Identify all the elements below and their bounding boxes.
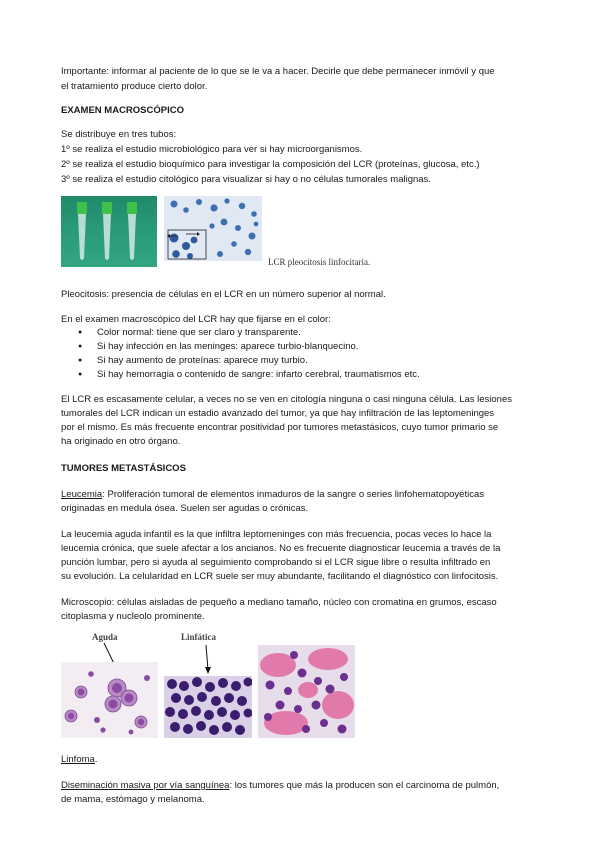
tube-1: 1º se realiza el estudio microbiológico para ver si hay microorganismos.: [61, 144, 363, 155]
heading-tumores-metastasicos: TUMORES METASTÁSICOS: [61, 463, 186, 474]
linfoma-line: [61, 752, 541, 767]
lcr-para-line: tumorales del LCR indican un estadio avanzado del tumor, ya que hay infiltración de las leptomeninges: [61, 408, 495, 419]
aguda-para-line: La leucemia aguda infantil es la que infiltra leptomeninges con más frecuencia, pocas veces lo hace la: [61, 529, 492, 540]
intro-line-1: Importante: informar al paciente de lo que se le va a hacer. Decirle que debe permanecer inmóvil y que: [61, 66, 495, 77]
label-aguda: Aguda: [92, 632, 118, 642]
aguda-para-line: punción lumbar, pero si ayuda al seguimiento comprobando si el LCR sigue libre o resulta infiltrado en: [61, 557, 491, 568]
csf-tubes-photo: [61, 196, 157, 267]
test-tube-icon: [77, 202, 87, 260]
figure-caption: LCR pleocitosis linfocitaria.: [268, 257, 371, 267]
diseminacion-term: Diseminación masiva por vía sanguínea: [61, 780, 230, 791]
leucemia-definition: : Proliferación tumoral de elementos inmaduros de la sangre o series linfohematopoyéticas: [102, 489, 484, 500]
acute-leukemia-micrograph: [61, 662, 158, 738]
test-tube-icon: [127, 202, 137, 260]
diseminacion-definition: : los tumores que más la producen son el carcinoma de pulmón,: [229, 780, 500, 791]
aguda-para-line: leucemia crónica, que suele afectar a los ancianos. No es frecuente diagnosticar leucemia a través de la: [61, 543, 501, 554]
leucemia-line-2: originadas en medula ósea. Suelen ser agudas o crónicas.: [61, 503, 309, 514]
pleocitosis-definition: Pleocitosis: presencia de células en el LCR en un número superior al normal.: [61, 289, 386, 300]
color-list: [61, 326, 541, 382]
microscopio-line-1: Microscopio: células aisladas de pequeño a mediano tamaño, núcleo con cromatina en grumos, escaso: [61, 597, 497, 608]
leucemia-line-1: [61, 487, 541, 502]
linfoma-term: Linfoma: [61, 754, 95, 765]
diseminacion-line-2: de mama, estómago y melanoma.: [61, 794, 205, 805]
label-linfatica: Linfática: [181, 632, 216, 642]
diseminacion-line-1: [61, 778, 541, 793]
leucemia-term: Leucemia: [61, 489, 103, 500]
lcr-para-line: ha originado en otro órgano.: [61, 436, 181, 447]
blood-smear-micrograph: [258, 645, 355, 738]
heading-examen-macroscopico: EXAMEN MACROSCÓPICO: [61, 105, 184, 116]
tubes-intro: Se distribuye en tres tubos:: [61, 129, 177, 140]
list-item: ● Si hay infección en las meninges: aparece turbio-blanquecino.: [61, 340, 541, 354]
list-item: ● Color normal: tiene que ser claro y transparente.: [61, 326, 541, 340]
pleocytosis-micrograph: [164, 196, 262, 261]
list-item: ● Si hay hemorragia o contenido de sangre: infarto cerebral, traumatismos etc.: [61, 368, 541, 382]
list-item: ● Si hay aumento de proteínas: aparece muy turbio.: [61, 354, 541, 368]
tube-3: 3º se realiza el estudio citológico para visualizar si hay o no células tumorales malignas.: [61, 174, 431, 185]
intro-line-2: el tratamiento produce cierto dolor.: [61, 81, 208, 92]
lcr-para-line: por el mismo. Es más frecuente encontrar positividad por tumores metastásicos, cuyo tumor primario se: [61, 422, 499, 433]
color-intro: En el examen macroscópico del LCR hay que fijarse en el color:: [61, 314, 331, 325]
aguda-para-line: su evolución. La celularidad en LCR suele ser muy abundante, facilitando el diagnóstico con linfocitosis.: [61, 571, 499, 582]
lymphatic-leukemia-micrograph: [164, 676, 252, 738]
test-tube-icon: [102, 202, 112, 260]
microscopio-line-2: citoplasma y nucleolo prominente.: [61, 611, 205, 622]
tube-2: 2º se realiza el estudio bioquímico para investigar la composición del LCR (proteínas, glucosa, etc.): [61, 159, 480, 170]
lcr-para-line: El LCR es escasamente celular, a veces no se ven en citología ninguna o casi ninguna célula. Las lesiones: [61, 394, 512, 405]
linfoma-dot: .: [94, 754, 98, 765]
